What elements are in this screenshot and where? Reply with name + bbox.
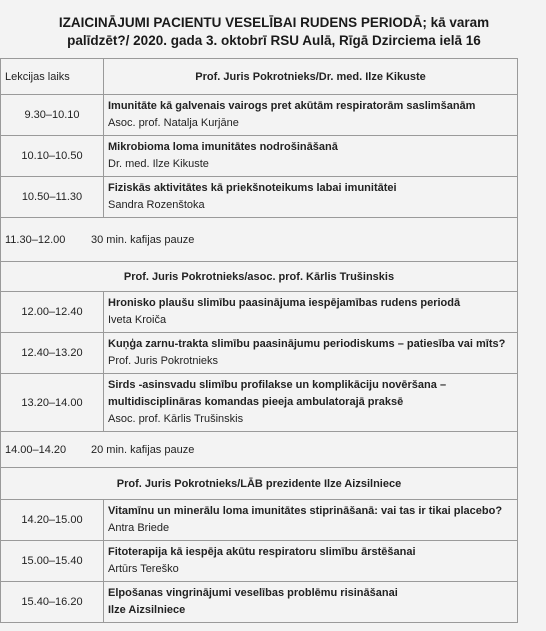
break-cell — [1, 432, 518, 468]
session-cell — [104, 136, 518, 177]
section-chairs: Prof. Juris Pokrotnieks/asoc. prof. Kārlis Trušinskis — [1, 262, 518, 292]
session-cell — [104, 374, 518, 432]
session-speaker: Sandra Rozenštoka — [108, 199, 205, 211]
title-line-2: palīdzēt?/ 2020. gada 3. oktobrī RSU Aulā, Rīgā Dzirciema ielā 16 — [67, 33, 481, 48]
break-row — [1, 218, 518, 262]
session-time: 12.40–13.20 — [1, 333, 104, 374]
session-cell — [104, 95, 518, 136]
table-row — [1, 333, 518, 374]
session-title: Sirds -asinsvadu slimību profilakse un komplikāciju novēršana – multidisciplināras komandas pieeja ambulatorajā praksē — [108, 379, 447, 408]
break-time: 14.00–14.20 — [5, 443, 67, 456]
section-header-row — [1, 262, 518, 292]
session-time: 10.10–10.50 — [1, 136, 104, 177]
session-title: Fiziskās aktivitātes kā priekšnoteikums labai imunitātei — [108, 182, 397, 194]
session-speaker: Dr. med. Ilze Kikuste — [108, 158, 209, 170]
session-title: Hronisko plaušu slimību paasinājuma iespējamības rudens periodā — [108, 297, 461, 309]
session-cell — [104, 292, 518, 333]
session-title: Elpošanas vingrinājumi veselības problēmu risināšanai — [108, 587, 398, 599]
session-speaker: Prof. Juris Pokrotnieks — [108, 355, 219, 367]
session-title: Kuņģa zarnu-trakta slimību paasinājumu periodiskums – patiesība vai mīts? — [108, 338, 506, 350]
section-header-row — [1, 468, 518, 500]
time-column-header: Lekcijas laiks — [1, 59, 104, 95]
session-time: 13.20–14.00 — [1, 374, 104, 432]
session-cell — [104, 500, 518, 541]
session-cell — [104, 582, 518, 623]
session-cell — [104, 177, 518, 218]
table-row — [1, 500, 518, 541]
session-title: Mikrobioma loma imunitātes nodrošināšanā — [108, 141, 338, 153]
table-row — [1, 541, 518, 582]
break-text: 30 min. kafijas pauze — [91, 233, 195, 246]
break-time: 11.30–12.00 — [5, 233, 66, 246]
table-row — [1, 582, 518, 623]
session-time: 14.20–15.00 — [1, 500, 104, 541]
page-title — [14, 14, 534, 50]
program-table — [0, 58, 518, 623]
session-speaker: Antra Briede — [108, 522, 170, 534]
table-row — [1, 95, 518, 136]
session-speaker: Artūrs Tereško — [108, 563, 179, 575]
session-speaker: Asoc. prof. Kārlis Trušinskis — [108, 413, 244, 425]
break-row — [1, 432, 518, 468]
section-chairs: Prof. Juris Pokrotnieks/LĀB prezidente Ilze Aizsilniece — [1, 468, 518, 500]
session-time: 9.30–10.10 — [1, 95, 104, 136]
break-cell — [1, 218, 518, 262]
title-line-1: IZAICINĀJUMI PACIENTU VESELĪBAI RUDENS PERIODĀ; kā varam — [58, 15, 490, 30]
session-time: 12.00–12.40 — [1, 292, 104, 333]
session-speaker: Iveta Kroiča — [108, 314, 167, 326]
session-cell — [104, 333, 518, 374]
session-time: 15.40–16.20 — [1, 582, 104, 623]
table-row — [1, 292, 518, 333]
break-text: 20 min. kafijas pauze — [91, 443, 195, 456]
session-speaker: Asoc. prof. Natalja Kurjāne — [108, 117, 239, 129]
session-title: Fitoterapija kā iespēja akūtu respiratoru slimību ārstēšanai — [108, 546, 416, 558]
table-row — [1, 374, 518, 432]
session-time: 15.00–15.40 — [1, 541, 104, 582]
table-header-row — [1, 59, 518, 95]
table-row — [1, 177, 518, 218]
session-cell — [104, 541, 518, 582]
chairs-header: Prof. Juris Pokrotnieks/Dr. med. Ilze Kikuste — [104, 59, 518, 95]
session-title: Vitamīnu un minerālu loma imunitātes stiprināšanā: vai tas ir tikai placebo? — [108, 505, 503, 517]
session-title: Imunitāte kā galvenais vairogs pret akūtām respiratorām saslimšanām — [108, 100, 476, 112]
session-speaker: Ilze Aizsilniece — [108, 604, 186, 616]
table-row — [1, 136, 518, 177]
session-time: 10.50–11.30 — [1, 177, 104, 218]
